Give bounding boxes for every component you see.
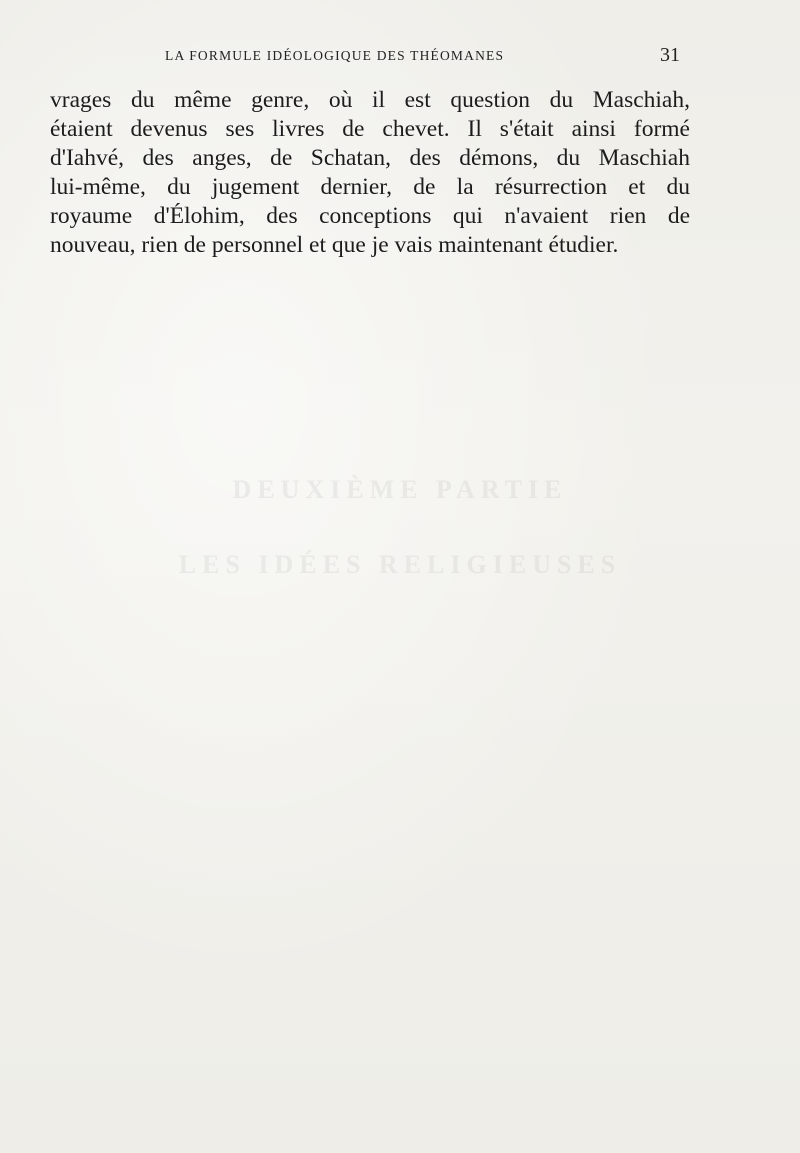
text-line-1: vrages du même genre, où il est question du Maschiah, bbox=[50, 87, 690, 113]
page-number: 31 bbox=[660, 44, 680, 66]
body-text bbox=[50, 86, 690, 260]
show-through-subheading: LES IDÉES RELIGIEUSES bbox=[178, 550, 622, 579]
running-head: LA FORMULE IDÉOLOGIQUE DES THÉOMANES bbox=[165, 48, 505, 63]
show-through-heading: DEUXIÈME PARTIE bbox=[232, 475, 568, 504]
text-line-6: nouveau, rien de personnel et que je vais maintenant étudier. bbox=[50, 232, 619, 258]
text-line-3: d'Iahvé, des anges, de Schatan, des démons, du Maschiah bbox=[50, 145, 690, 171]
text-line-2: étaient devenus ses livres de chevet. Il s'était ainsi formé bbox=[50, 116, 690, 142]
text-line-5: royaume d'Élohim, des conceptions qui n'avaient rien de bbox=[50, 203, 690, 229]
text-line-4: lui-même, du jugement dernier, de la résurrection et du bbox=[50, 174, 690, 200]
